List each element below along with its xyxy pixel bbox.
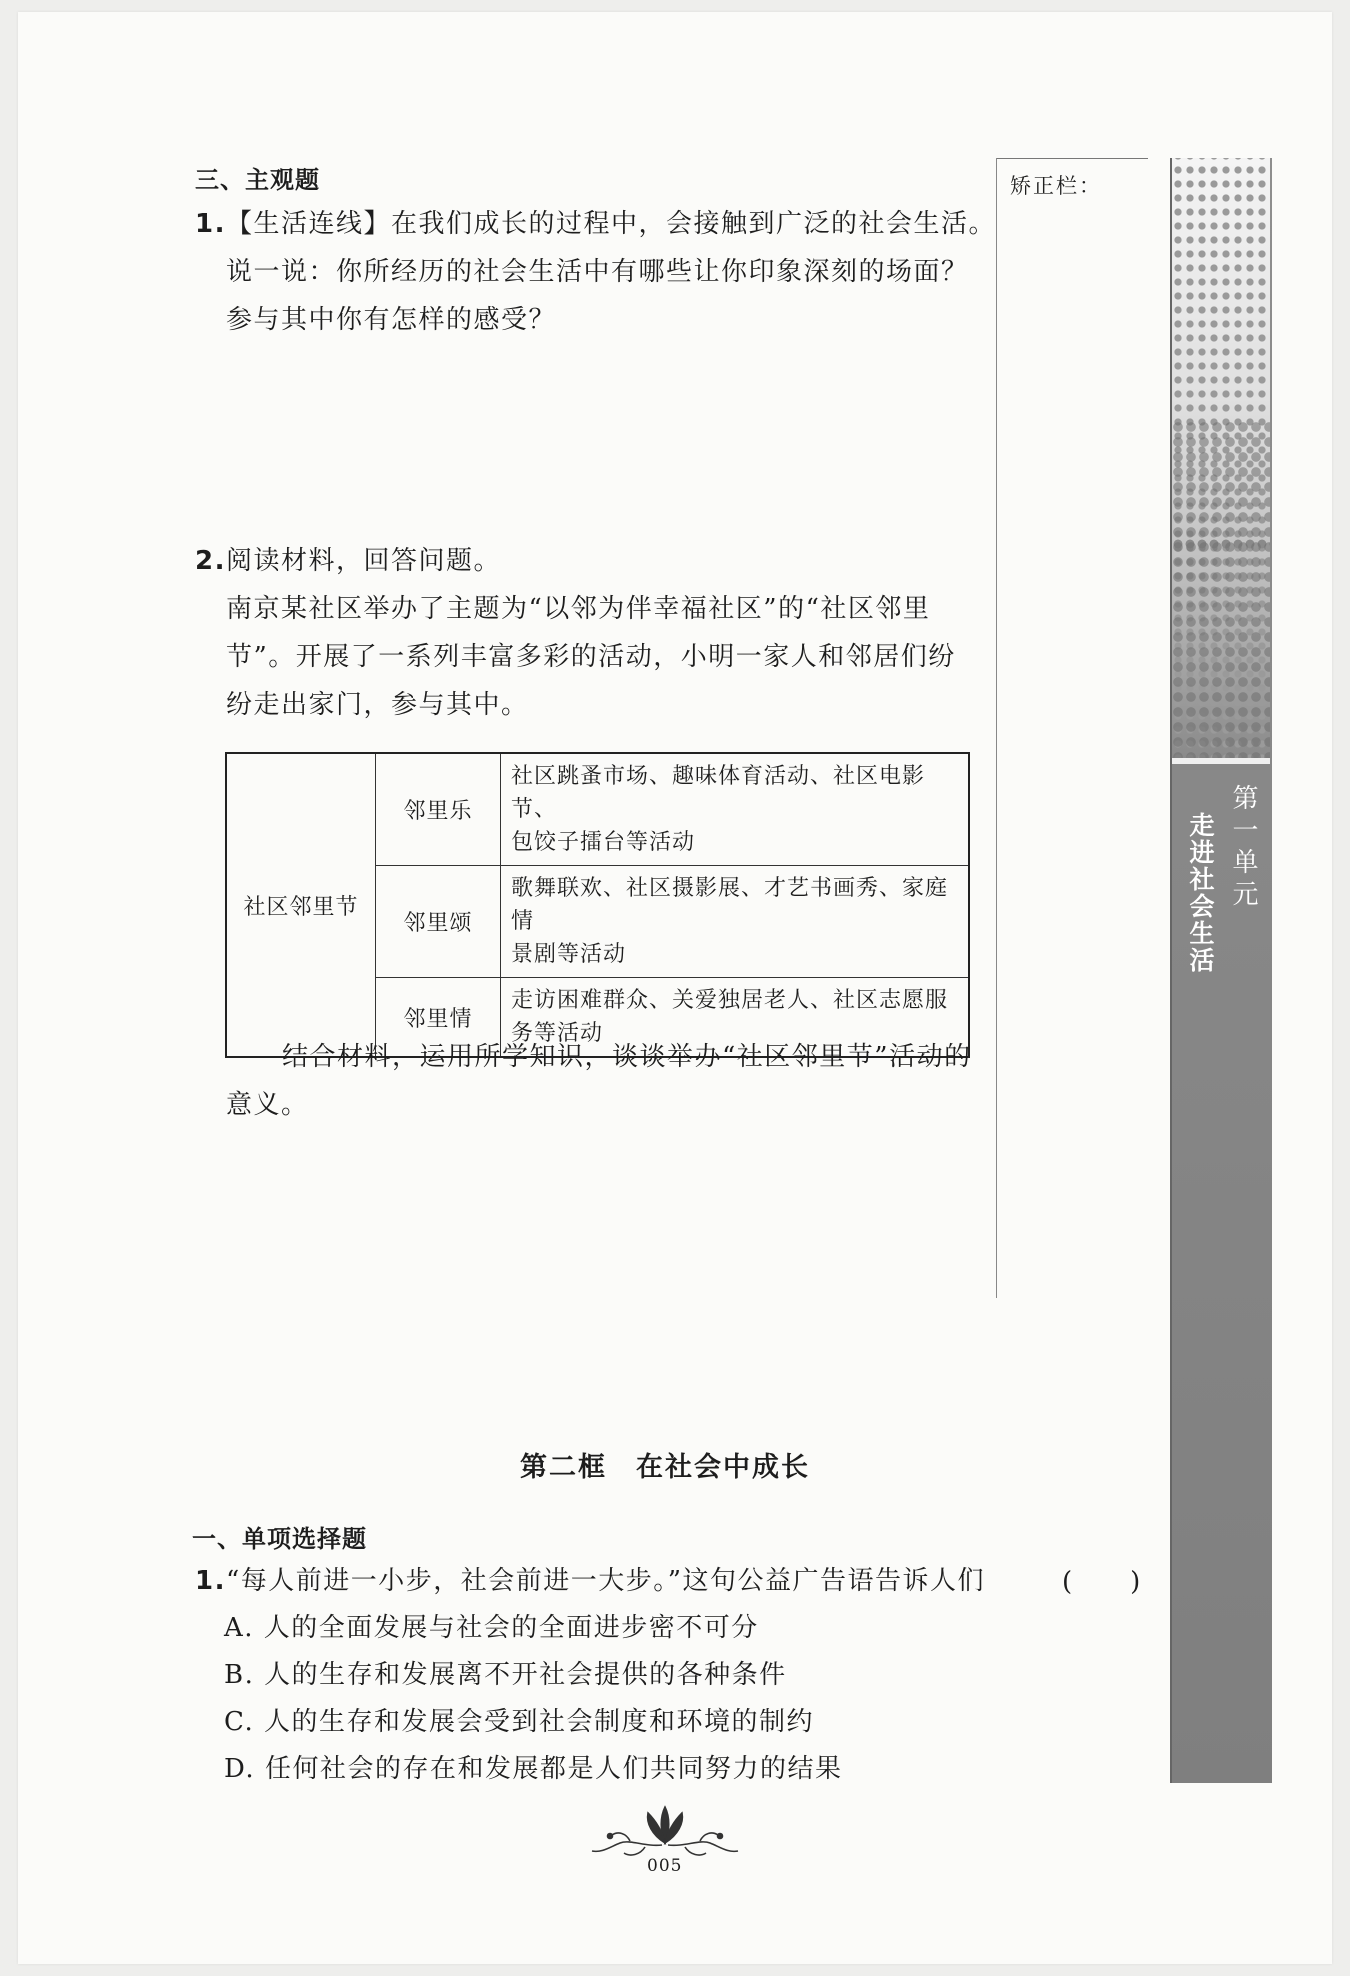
page-number: 005 <box>647 1856 683 1876</box>
category-cell: 邻里情 <box>376 978 501 1058</box>
activities-line: 务等活动 <box>511 1021 604 1046</box>
correction-column-top-rule <box>996 158 1148 159</box>
question-number: 1. <box>195 1566 226 1596</box>
question-2-line-1 <box>195 537 501 585</box>
option-d: D. 任何社会的存在和发展都是人们共同努力的结果 <box>224 1754 843 1784</box>
activities-cell <box>501 753 970 866</box>
question-number: 2. <box>195 546 226 576</box>
event-cell: 社区邻里节 <box>226 753 376 1057</box>
question-text: 阅读材料，回答问题。 <box>225 546 501 576</box>
question-text: 【生活连线】在我们成长的过程中，会接触到广泛的社会生活。 <box>225 209 996 239</box>
prompt-line-2: 意义。 <box>226 1090 309 1120</box>
neighborhood-festival-table <box>225 752 970 1058</box>
activities-line: 走访困难群众、关爱独居老人、社区志愿服 <box>511 988 949 1013</box>
material-line-3: 纷走出家门，参与其中。 <box>226 690 529 720</box>
activities-line: 社区跳蚤市场、趣味体育活动、社区电影节、 <box>511 764 926 822</box>
floral-ornament-icon <box>590 1803 740 1863</box>
question-1-line-3: 参与其中你有怎样的感受？ <box>226 305 557 335</box>
material-line-1: 南京某社区举办了主题为“以邻为伴幸福社区”的“社区邻里 <box>226 594 931 624</box>
lesson-title: 第二框 在社会中成长 <box>520 1452 810 1483</box>
activities-line: 景剧等活动 <box>511 942 627 967</box>
option-c: C. 人的生存和发展会受到社会制度和环境的制约 <box>224 1707 814 1737</box>
section-heading-subjective: 三、主观题 <box>195 166 320 194</box>
category-cell: 邻里乐 <box>376 753 501 866</box>
question-number: 1. <box>195 209 226 239</box>
activities-line: 包饺子擂台等活动 <box>511 830 696 855</box>
question-text: “每人前进一小步，社会前进一大步。”这句公益广告语告诉人们 <box>225 1566 986 1596</box>
category-cell: 邻里颂 <box>376 866 501 978</box>
table-row <box>226 753 969 866</box>
question-1-line-1 <box>195 200 996 248</box>
question-1-line-2: 说一说：你所经历的社会生活中有哪些让你印象深刻的场面？ <box>226 257 969 287</box>
option-a: A. 人的全面发展与社会的全面进步密不可分 <box>224 1613 759 1643</box>
activities-cell <box>501 866 970 978</box>
sidebar-separator <box>1172 758 1270 764</box>
sidebar-halftone-dots <box>1172 420 1270 760</box>
correction-column-label: 矫正栏： <box>1010 174 1102 198</box>
unit-title: 走进社会生活 <box>1186 812 1215 974</box>
option-b: B. 人的生存和发展离不开社会提供的各种条件 <box>224 1660 787 1690</box>
correction-column-divider <box>996 158 997 1298</box>
activities-line: 歌舞联欢、社区摄影展、才艺书画秀、家庭情 <box>511 876 949 934</box>
section-heading-multiple-choice: 一、单项选择题 <box>192 1525 367 1553</box>
prompt-line-1: 结合材料，运用所学知识，谈谈举办“社区邻里节”活动的 <box>282 1042 972 1072</box>
choice-question-1-stem <box>195 1557 985 1605</box>
answer-blank: ( ) <box>1062 1567 1143 1597</box>
unit-number: 第一单元 <box>1228 784 1258 912</box>
material-line-2: 节”。开展了一系列丰富多彩的活动，小明一家人和邻居们纷 <box>226 642 956 672</box>
